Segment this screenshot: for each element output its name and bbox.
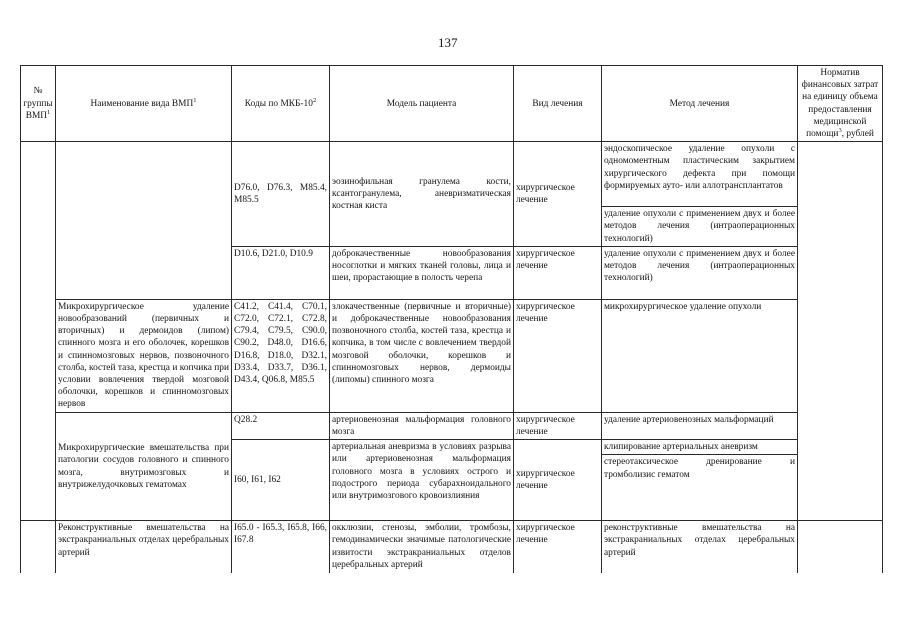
treatment-type-cell: хирургическое лечение xyxy=(514,299,602,412)
treatment-type-cell: хирургическое лечение xyxy=(514,440,602,521)
header-row xyxy=(21,66,883,142)
patient-model-cell: артериовенозная мальформация головного мозга xyxy=(330,412,514,439)
vmp-name-cell: Реконструктивные вмешательства на экстракраниальных отделах церебральных артерий xyxy=(56,521,232,574)
group-number-cell xyxy=(21,521,56,574)
treatment-type-cell: хирургическое лечение xyxy=(514,142,602,247)
group-number-cell xyxy=(21,142,56,521)
table-row xyxy=(21,299,883,412)
icd-codes-cell: D10.6, D21.0, D10.9 xyxy=(232,246,330,299)
icd-codes-cell: D76.0, D76.3, M85.4, M85.5 xyxy=(232,142,330,247)
page-number: 137 xyxy=(438,35,458,50)
patient-model-cell: доброкачественные новообразования носоглотки и мягких тканей головы, лица и шеи, прорастающие в полость черепа xyxy=(330,246,514,299)
icd-codes-cell: Q28.2 xyxy=(232,412,330,439)
header-vmp-name: Наименование вида ВМП$^1$ xyxy=(56,66,232,142)
vmp-name-cell xyxy=(56,142,232,300)
icd-codes-cell: C41.2, C41.4, C70.1, C72.0, C72.1, C72.8, C79.4, C79.5, C90.0, C90.2, D48.0, D16.6, D16.8, D18.0, D32.1, D33.4, D33.7, D36.1, D43.4, Q06.8, M85.5 xyxy=(232,299,330,412)
treatment-method-subcell: стереотаксическое дренирование и тромболизис гематом xyxy=(604,457,795,480)
treatment-method-cell: удаление артериовенозных мальформаций xyxy=(602,412,798,439)
treatment-method-cell: микрохирургическое удаление опухоли xyxy=(602,299,798,412)
patient-model-cell: эозинофильная гранулема кости, ксантогранулема, аневризматическая костная киста xyxy=(330,142,514,247)
table-row xyxy=(21,142,883,207)
header-group-number: № группы ВМП$^1$ xyxy=(21,66,56,142)
vmp-table xyxy=(20,65,883,573)
table-row xyxy=(21,412,883,439)
patient-model-cell: артериальная аневризма в условиях разрыва или артериовенозная мальформация головного мозга в условиях острого и подострого периода субарахноидального или внутримозгового кровоизлияния xyxy=(330,440,514,521)
patient-model-cell: злокачественные (первичные и вторичные) и доброкачественные новообразования позвоночного столба, костей таза, крестца и копчика, в том числе с вовлечением твердой мозговой оболочки, корешков и спинномозговых нервов, дермоиды (липомы) спинного мозга xyxy=(330,299,514,412)
treatment-method-subcell: клипирование артериальных аневризм xyxy=(602,440,797,455)
icd-codes-cell: I65.0 - I65.3, I65.8, I66, I67.8 xyxy=(232,521,330,574)
vmp-name-cell: Микрохирургическое удаление новообразований (первичных и вторичных) и дермоидов (липом) спинного мозга и его оболочек, корешков и спинномозговых нервов, позвоночного столба, костей таза, крестца и копчика при условии вовлечения твердой мозговой оболочки, корешков и спинномозговых нервов xyxy=(56,299,232,412)
cost-norm-cell xyxy=(798,521,883,574)
header-patient-model: Модель пациента xyxy=(330,66,514,142)
treatment-method-cell: реконструктивные вмешательства на экстракраниальных отделах церебральных артерий xyxy=(602,521,798,574)
treatment-method-cell: эндоскопическое удаление опухоли с одномоментным пластическим закрытием хирургического дефекта при помощи формируемых ауто- или аллотрансплантатов xyxy=(602,142,798,207)
vmp-name-cell: Микрохирургические вмешательства при патологии сосудов головного и спинного мозга, внутримозговых и внутрижелудочковых гематомах xyxy=(56,412,232,520)
treatment-type-cell: хирургическое лечение xyxy=(514,412,602,439)
header-cost-norm: Норматив финансовых затрат на единицу объема предоставления медицинской помощи$^3$, рублей xyxy=(798,66,883,142)
header-icd-codes: Коды по МКБ-$10^2$ xyxy=(232,66,330,142)
treatment-method-cell: удаление опухоли с применением двух и более методов лечения (интраоперационных технологий) xyxy=(602,246,798,299)
cost-norm-cell xyxy=(798,142,883,521)
table-row xyxy=(21,521,883,574)
treatment-type-cell: хирургическое лечение xyxy=(514,521,602,574)
header-treatment-method: Метод лечения xyxy=(602,66,798,142)
treatment-method-cell: удаление опухоли с применением двух и более методов лечения (интраоперационных технологий) xyxy=(602,207,798,247)
treatment-type-cell: хирургическое лечение xyxy=(514,246,602,299)
patient-model-cell: окклюзии, стенозы, эмболии, тромбозы, гемодинамически значимые патологические извитости экстракраниальных отделов церебральных артерий xyxy=(330,521,514,574)
header-treatment-type: Вид лечения xyxy=(514,66,602,142)
treatment-method-cell xyxy=(602,440,798,521)
icd-codes-cell: I60, I61, I62 xyxy=(232,440,330,521)
